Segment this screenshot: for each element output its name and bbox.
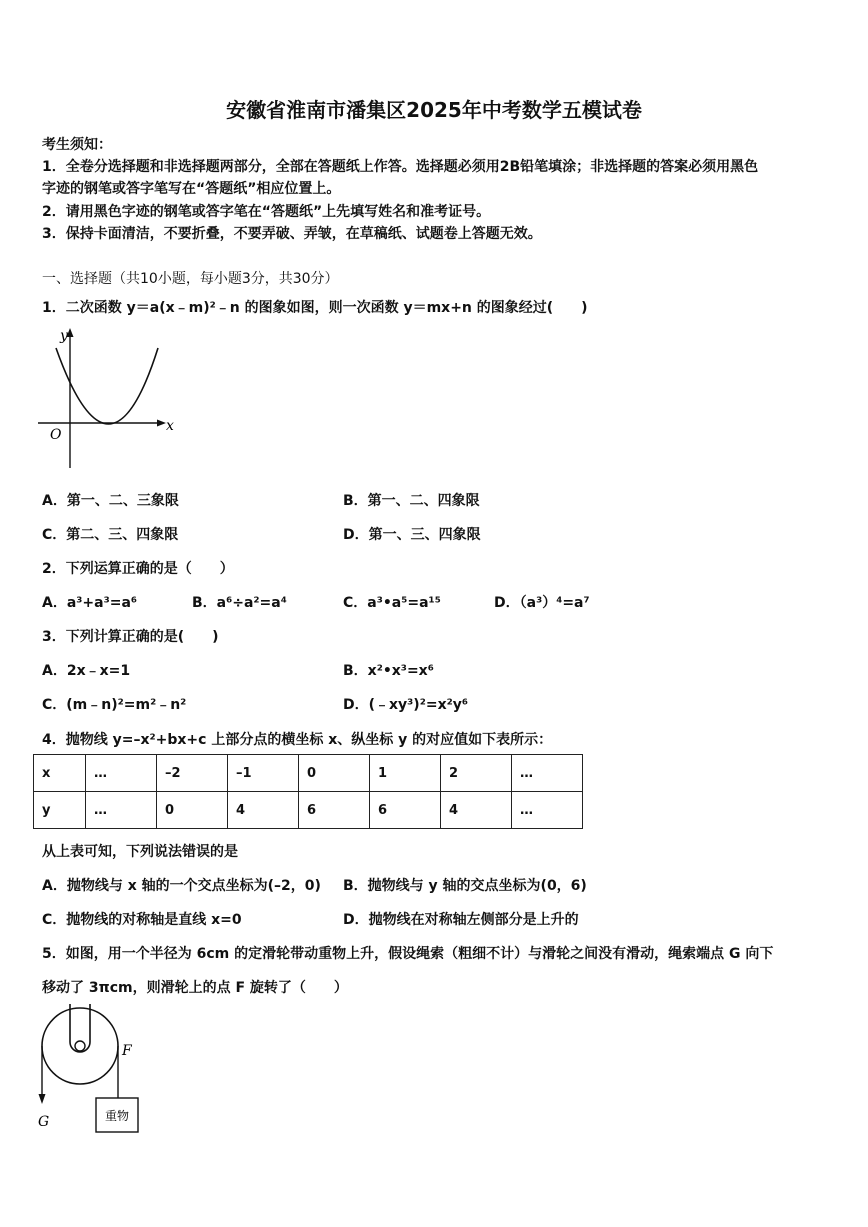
rope-arrow [39, 1094, 46, 1104]
q4-option-d[interactable]: D．抛物线在对称轴左侧部分是上升的 [343, 912, 579, 928]
q2-option-c[interactable]: C．a³•a⁵=a¹⁵ [343, 595, 441, 611]
q2-option-b[interactable]: B．a⁶÷a²=a⁴ [192, 595, 287, 611]
q2-option-a[interactable]: A．a³+a³=a⁶ [42, 595, 138, 611]
question-4-stem: 4．抛物线 y=–x²+bx+c 上部分点的横坐标 x、纵坐标 y 的对应值如下表所示： [42, 732, 553, 748]
origin-label: O [50, 427, 62, 443]
pulley-axle [75, 1041, 85, 1051]
table-cell: 0 [299, 755, 370, 792]
table-cell: y [34, 792, 86, 829]
q3-option-d[interactable]: D．(﹣xy³)²=x²y⁶ [343, 697, 468, 713]
table-cell: … [86, 792, 157, 829]
table-cell: … [512, 792, 583, 829]
question-4-followup: 从上表可知，下列说法错误的是 [42, 844, 238, 860]
question-2-stem: 2．下列运算正确的是（ ） [42, 561, 234, 577]
q3-option-a[interactable]: A．2x﹣x=1 [42, 663, 131, 679]
q4-option-b[interactable]: B．抛物线与 y 轴的交点坐标为(0，6) [343, 878, 587, 894]
table-cell: 6 [370, 792, 441, 829]
notice-line: 1．全卷分选择题和非选择题两部分，全部在答题纸上作答。选择题必须用2B铅笔填涂；非选择题的答案必须用黑色 [42, 159, 759, 175]
question-5-stem-cont: 移动了 3πcm，则滑轮上的点 F 旋转了（ ） [42, 980, 348, 996]
q4-option-a[interactable]: A．抛物线与 x 轴的一个交点坐标为(–2，0) [42, 878, 321, 894]
notice-line: 2．请用黑色字迹的钢笔或答字笔在“答题纸”上先填写姓名和准考证号。 [42, 204, 491, 220]
table-row [34, 755, 583, 792]
table-row [34, 792, 583, 829]
table-cell: 6 [299, 792, 370, 829]
table-cell: … [86, 755, 157, 792]
question-1-stem: 1．二次函数 y＝a(x﹣m)²﹣n 的图象如图，则一次函数 y＝mx+n 的图象经过( ) [42, 300, 588, 316]
notice-line: 3．保持卡面清洁，不要折叠，不要弄破、弄皱，在草稿纸、试题卷上答题无效。 [42, 226, 542, 242]
table-cell: 1 [370, 755, 441, 792]
q1-option-c[interactable]: C．第二、三、四象限 [42, 527, 179, 543]
q3-option-c[interactable]: C．(m﹣n)²=m²﹣n² [42, 697, 187, 713]
point-f-label: F [122, 1043, 132, 1059]
page-title: 安徽省淮南市潘集区2025年中考数学五模试卷 [226, 98, 642, 122]
weight-label: 重物 [104, 1109, 130, 1123]
q3-option-b[interactable]: B．x²•x³=x⁶ [343, 663, 434, 679]
q4-option-c[interactable]: C．抛物线的对称轴是直线 x=0 [42, 912, 242, 928]
table-cell: x [34, 755, 86, 792]
table-cell: 0 [157, 792, 228, 829]
x-axis-label: x [166, 418, 174, 434]
point-g-label: G [38, 1114, 50, 1130]
pulley-figure [36, 1004, 146, 1140]
table-cell: –1 [228, 755, 299, 792]
x-axis-arrow [157, 420, 166, 427]
y-axis-label: y [60, 328, 68, 344]
table-cell: 2 [441, 755, 512, 792]
parabola-curve [56, 348, 158, 424]
parabola-graph [34, 322, 184, 472]
q1-option-d[interactable]: D．第一、三、四象限 [343, 527, 481, 543]
section-heading: 一、选择题（共10小题，每小题3分，共30分） [42, 271, 339, 287]
table-cell: –2 [157, 755, 228, 792]
question-5-stem: 5．如图，用一个半径为 6cm 的定滑轮带动重物上升，假设绳索（粗细不计）与滑轮之间没有滑动，绳索端点 G 向下 [42, 946, 774, 962]
value-table [33, 754, 583, 829]
notice-line: 字迹的钢笔或答字笔写在“答题纸”相应位置上。 [42, 181, 341, 197]
table-cell: … [512, 755, 583, 792]
q1-option-b[interactable]: B．第一、二、四象限 [343, 493, 480, 509]
q1-option-a[interactable]: A．第一、二、三象限 [42, 493, 179, 509]
table-cell: 4 [228, 792, 299, 829]
q2-option-d[interactable]: D．（a³）⁴=a⁷ [494, 595, 590, 611]
table-cell: 4 [441, 792, 512, 829]
notice-heading: 考生须知： [42, 137, 112, 153]
question-3-stem: 3．下列计算正确的是( ) [42, 629, 219, 645]
